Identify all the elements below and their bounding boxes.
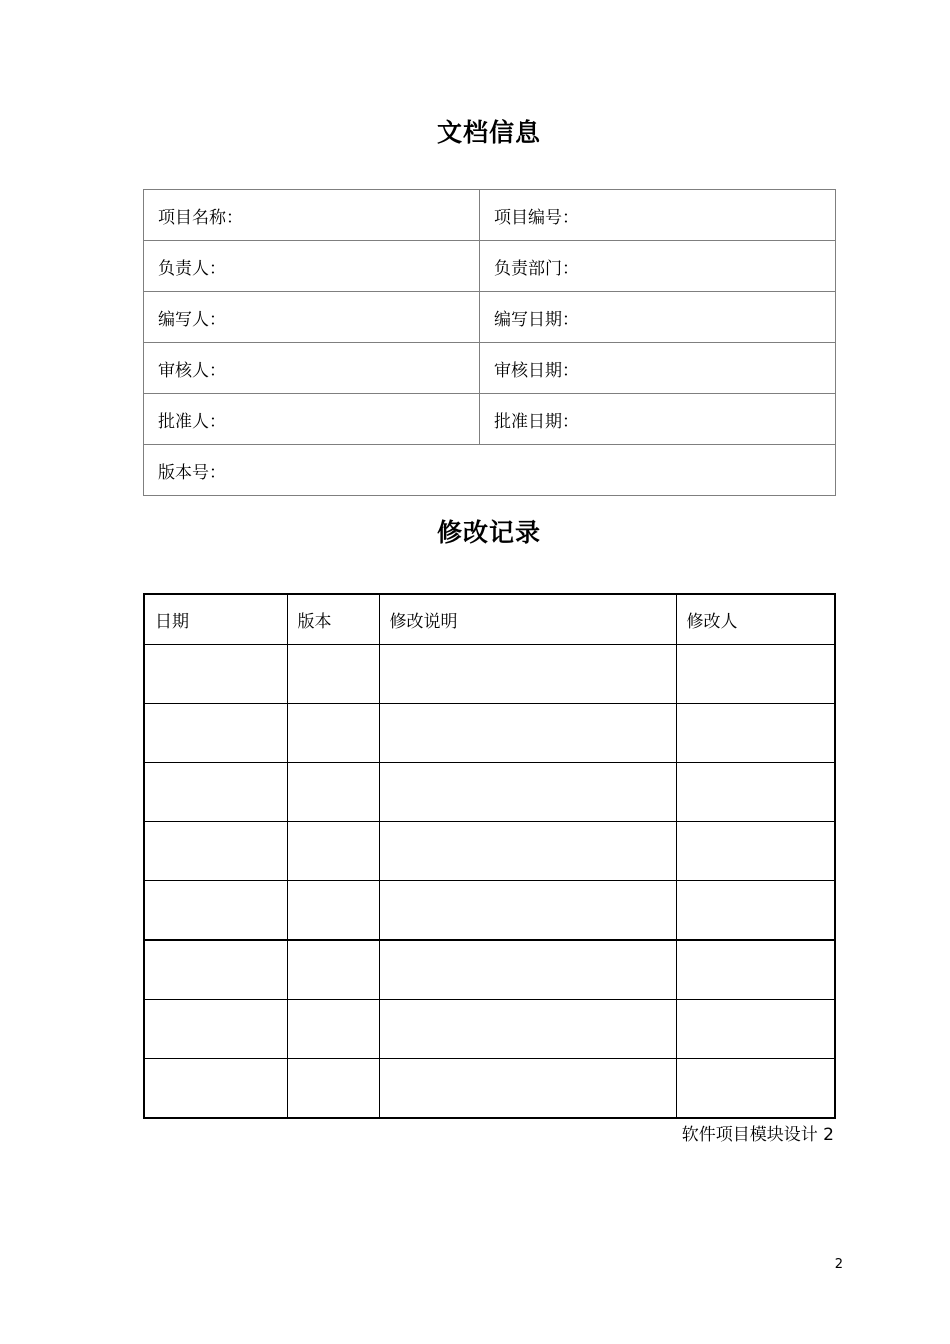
approval-date-label: 批准日期： [480,394,836,445]
table-row [144,292,836,343]
table-cell [144,1059,287,1119]
table-row [144,1059,835,1119]
table-caption: 软件项目模块设计 2 [681,1125,834,1145]
revision-title: 修改记录 [436,518,541,547]
approver-label: 批准人： [144,394,480,445]
author-label: 编写人： [144,292,480,343]
table-cell [287,645,379,704]
table-cell [144,763,287,822]
table-row [144,394,836,445]
table-row [144,241,836,292]
header-description: 修改说明 [379,594,676,645]
table-cell [144,881,287,941]
table-cell [287,1000,379,1059]
table-cell [676,1059,835,1119]
table-cell [676,881,835,941]
table-cell [676,645,835,704]
table-cell [379,704,676,763]
version-label: 版本号： [144,445,836,496]
table-header-row [144,594,835,645]
doc-info-table [143,189,836,496]
table-cell [287,822,379,881]
table-cell [287,881,379,941]
owner-label: 负责人： [144,241,480,292]
table-row [144,822,835,881]
table-row [144,645,835,704]
project-name-label: 项目名称： [144,190,480,241]
table-row [144,763,835,822]
table-cell [379,881,676,941]
author-date-label: 编写日期： [480,292,836,343]
table-row [144,1000,835,1059]
table-row [144,940,835,1000]
table-cell [287,704,379,763]
table-cell [144,645,287,704]
table-cell [676,822,835,881]
doc-info-title: 文档信息 [436,118,541,147]
table-row [144,445,836,496]
table-cell [676,1000,835,1059]
table-cell [379,1059,676,1119]
table-cell [144,822,287,881]
table-cell [144,704,287,763]
table-cell [144,940,287,1000]
table-cell [676,704,835,763]
table-row [144,190,836,241]
table-row [144,881,835,941]
table-cell [379,1000,676,1059]
table-cell [676,763,835,822]
header-version: 版本 [287,594,379,645]
department-label: 负责部门： [480,241,836,292]
table-cell [287,763,379,822]
review-date-label: 审核日期： [480,343,836,394]
project-number-label: 项目编号： [480,190,836,241]
table-row [144,343,836,394]
header-date: 日期 [144,594,287,645]
header-modifier: 修改人 [676,594,835,645]
table-cell [379,763,676,822]
table-cell [379,822,676,881]
table-cell [287,940,379,1000]
table-cell [379,645,676,704]
table-cell [287,1059,379,1119]
table-row [144,704,835,763]
table-cell [144,1000,287,1059]
reviewer-label: 审核人： [144,343,480,394]
page-number: 2 [834,1257,843,1272]
table-cell [379,940,676,1000]
revision-table [143,593,836,1119]
table-cell [676,940,835,1000]
